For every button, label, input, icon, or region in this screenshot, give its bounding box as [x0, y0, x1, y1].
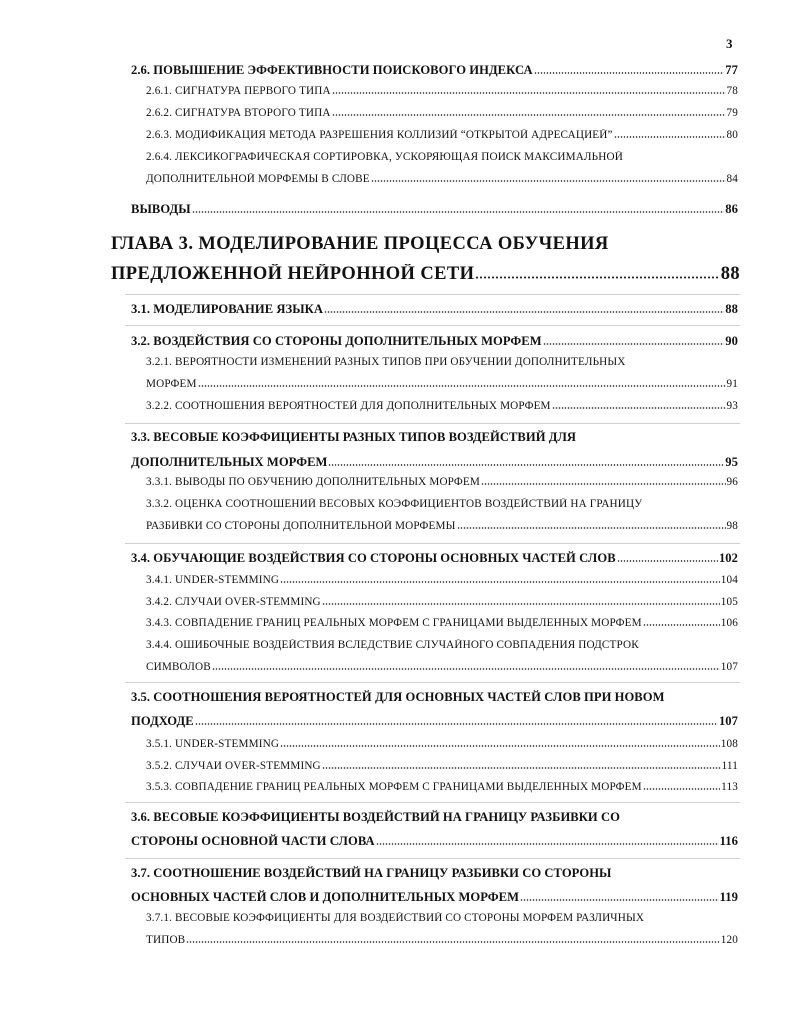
- dot-leader: [280, 745, 720, 747]
- toc-chapter-line[interactable]: [111, 264, 740, 285]
- toc-page-number: 96: [726, 476, 738, 488]
- section-divider: [125, 543, 740, 544]
- toc-section-line[interactable]: [131, 866, 611, 881]
- toc-subsection-line[interactable]: [146, 574, 738, 586]
- toc-page-number: 88: [720, 264, 740, 284]
- toc-section-line[interactable]: [131, 302, 738, 317]
- toc-entry-title: 3.2.1. ВЕРОЯТНОСТИ ИЗМЕНЕНИЙ РАЗНЫХ ТИПОВ ПРИ ОБУЧЕНИИ ДОПОЛНИТЕЛЬНЫХ: [146, 356, 626, 368]
- toc-entry-title: ВЫВОДЫ: [131, 202, 191, 216]
- toc-subsection-line[interactable]: [146, 781, 738, 793]
- toc-section-line[interactable]: [131, 690, 665, 705]
- toc-page-number: 80: [726, 129, 738, 141]
- toc-entry-title: ПРЕДЛОЖЕННОЙ НЕЙРОННОЙ СЕТИ: [111, 264, 475, 284]
- dot-leader: [322, 603, 720, 605]
- dot-leader: [643, 624, 720, 626]
- toc-page-number: 90: [725, 334, 738, 348]
- toc-subsection-line[interactable]: [146, 498, 642, 510]
- dot-leader: [328, 464, 724, 466]
- toc-entry-title: 3.4.3. СОВПАДЕНИЕ ГРАНИЦ РЕАЛЬНЫХ МОРФЕМ С ГРАНИЦАМИ ВЫДЕЛЕННЫХ МОРФЕМ: [146, 617, 642, 629]
- toc-section-line[interactable]: [131, 63, 738, 78]
- dot-leader: [617, 560, 718, 562]
- toc-subsection-line[interactable]: [146, 129, 738, 141]
- toc-entry-title: 3.1. МОДЕЛИРОВАНИЕ ЯЗЫКА: [131, 302, 323, 316]
- toc-subsection-line[interactable]: [146, 912, 644, 924]
- dot-leader: [212, 668, 720, 670]
- dot-leader: [332, 92, 726, 94]
- toc-subsection-line[interactable]: [146, 173, 738, 185]
- toc-entry-title: 3.3.1. ВЫВОДЫ ПО ОБУЧЕНИЮ ДОПОЛНИТЕЛЬНЫХ МОРФЕМ: [146, 476, 480, 488]
- section-divider: [125, 325, 740, 326]
- toc-entry-title: МОРФЕМ: [146, 378, 197, 390]
- toc-section-line[interactable]: [131, 714, 738, 729]
- toc-subsection-line[interactable]: [146, 151, 623, 163]
- dot-leader: [186, 941, 719, 943]
- dot-leader: [643, 788, 720, 790]
- toc-subsection-line[interactable]: [146, 617, 738, 629]
- toc-subsection-line[interactable]: [146, 596, 738, 608]
- toc-page-number: 116: [719, 834, 738, 848]
- toc-subsection-line[interactable]: [146, 520, 738, 532]
- toc-section-line[interactable]: [131, 455, 738, 470]
- toc-subsection-line[interactable]: [146, 760, 738, 772]
- toc-page-number: 91: [726, 378, 738, 390]
- toc-page-number: 106: [720, 617, 738, 629]
- toc-subsection-line[interactable]: [146, 85, 738, 97]
- toc-entry-title: РАЗБИВКИ СО СТОРОНЫ ДОПОЛНИТЕЛЬНОЙ МОРФЕМЫ: [146, 520, 456, 532]
- toc-page-number: 107: [718, 714, 738, 728]
- toc-page-number: 108: [720, 738, 738, 750]
- dot-leader: [614, 136, 726, 138]
- toc-page-number: 107: [720, 661, 738, 673]
- toc-subsection-line[interactable]: [146, 934, 738, 946]
- toc-page-number: 84: [726, 173, 738, 185]
- dot-leader: [322, 767, 721, 769]
- page-number: 3: [726, 36, 733, 51]
- toc-entry-title: ТИПОВ: [146, 934, 186, 946]
- toc-page-number: 77: [725, 63, 738, 77]
- toc-page-number: 79: [726, 107, 738, 119]
- toc-subsection-line[interactable]: [146, 661, 738, 673]
- toc-page-number: 88: [725, 302, 738, 316]
- toc-entry-title: 2.6. ПОВЫШЕНИЕ ЭФФЕКТИВНОСТИ ПОИСКОВОГО ИНДЕКСА: [131, 63, 533, 77]
- section-divider: [125, 858, 740, 859]
- dot-leader: [457, 527, 726, 529]
- toc-chapter-line[interactable]: [111, 234, 609, 255]
- toc-entry-title: 3.3. ВЕСОВЫЕ КОЭФФИЦИЕНТЫ РАЗНЫХ ТИПОВ ВОЗДЕЙСТВИЙ ДЛЯ: [131, 430, 577, 444]
- toc-entry-title: 3.7. СООТНОШЕНИЕ ВОЗДЕЙСТВИЙ НА ГРАНИЦУ РАЗБИВКИ СО СТОРОНЫ: [131, 866, 612, 880]
- toc-entry-title: 2.6.3. МОДИФИКАЦИЯ МЕТОДА РАЗРЕШЕНИЯ КОЛЛИЗИЙ “ОТКРЫТОЙ АДРЕСАЦИЕЙ”: [146, 129, 613, 141]
- dot-leader: [475, 276, 719, 279]
- toc-page-number: 93: [726, 400, 738, 412]
- dot-leader: [280, 581, 720, 583]
- toc-entry-title: 3.4.4. ОШИБОЧНЫЕ ВОЗДЕЙСТВИЯ ВСЛЕДСТВИЕ СЛУЧАЙНОГО СОВПАДЕНИЯ ПОДСТРОК: [146, 639, 639, 651]
- toc-entry-title: ДОПОЛНИТЕЛЬНОЙ МОРФЕМЫ В СЛОВЕ: [146, 173, 370, 185]
- toc-entry-title: СТОРОНЫ ОСНОВНОЙ ЧАСТИ СЛОВА: [131, 834, 375, 848]
- toc-entry-title: 3.5.1. UNDER-STEMMING: [146, 738, 280, 750]
- toc-section-line[interactable]: [131, 834, 738, 849]
- toc-entry-title: 3.4.1. UNDER-STEMMING: [146, 574, 280, 586]
- toc-section-line[interactable]: [131, 334, 738, 349]
- toc-subsection-line[interactable]: [146, 400, 738, 412]
- toc-entry-title: 3.7.1. ВЕСОВЫЕ КОЭФФИЦИЕНТЫ ДЛЯ ВОЗДЕЙСТВИЙ СО СТОРОНЫ МОРФЕМ РАЗЛИЧНЫХ: [146, 912, 645, 924]
- toc-page-number: 105: [720, 596, 738, 608]
- section-divider: [125, 294, 740, 295]
- toc-entry-title: ОСНОВНЫХ ЧАСТЕЙ СЛОВ И ДОПОЛНИТЕЛЬНЫХ МОРФЕМ: [131, 890, 520, 904]
- dot-leader: [520, 899, 719, 901]
- toc-section-line[interactable]: [131, 202, 738, 217]
- dot-leader: [534, 72, 725, 74]
- toc-section-line[interactable]: [131, 810, 620, 825]
- dot-leader: [192, 211, 725, 213]
- toc-subsection-line[interactable]: [146, 107, 738, 119]
- toc-page-number: 119: [719, 890, 738, 904]
- dot-leader: [198, 385, 726, 387]
- toc-entry-title: 3.5. СООТНОШЕНИЯ ВЕРОЯТНОСТЕЙ ДЛЯ ОСНОВНЫХ ЧАСТЕЙ СЛОВ ПРИ НОВОМ: [131, 690, 665, 704]
- toc-page-number: 102: [718, 551, 738, 565]
- toc-entry-title: 3.2.2. СООТНОШЕНИЯ ВЕРОЯТНОСТЕЙ ДЛЯ ДОПОЛНИТЕЛЬНЫХ МОРФЕМ: [146, 400, 551, 412]
- dot-leader: [371, 180, 726, 182]
- toc-subsection-line[interactable]: [146, 738, 738, 750]
- toc-entry-title: 3.3.2. ОЦЕНКА СООТНОШЕНИЙ ВЕСОВЫХ КОЭФФИЦИЕНТОВ ВОЗДЕЙСТВИЙ НА ГРАНИЦУ: [146, 498, 643, 510]
- dot-leader: [552, 407, 726, 409]
- section-divider: [125, 802, 740, 803]
- toc-page-number: 98: [726, 520, 738, 532]
- toc-page-number: 78: [726, 85, 738, 97]
- toc-page-number: 95: [725, 455, 738, 469]
- toc-entry-title: 3.4.2. СЛУЧАИ OVER-STEMMING: [146, 596, 321, 608]
- toc-entry-title: 2.6.4. ЛЕКСИКОГРАФИЧЕСКАЯ СОРТИРОВКА, УСКОРЯЮЩАЯ ПОИСК МАКСИМАЛЬНОЙ: [146, 151, 623, 163]
- dot-leader: [481, 483, 726, 485]
- dot-leader: [332, 114, 726, 116]
- toc-subsection-line[interactable]: [146, 476, 738, 488]
- toc-page-number: 86: [725, 202, 738, 216]
- toc-page-number: 120: [720, 934, 738, 946]
- toc-entry-title: 3.6. ВЕСОВЫЕ КОЭФФИЦИЕНТЫ ВОЗДЕЙСТВИЙ НА ГРАНИЦУ РАЗБИВКИ СО: [131, 810, 620, 824]
- section-divider: [125, 682, 740, 683]
- toc-entry-title: 3.5.3. СОВПАДЕНИЕ ГРАНИЦ РЕАЛЬНЫХ МОРФЕМ С ГРАНИЦАМИ ВЫДЕЛЕННЫХ МОРФЕМ: [146, 781, 642, 793]
- dot-leader: [543, 343, 725, 345]
- toc-entry-title: СИМВОЛОВ: [146, 661, 211, 673]
- toc-section-line[interactable]: [131, 551, 738, 566]
- toc-page-number: 104: [720, 574, 738, 586]
- section-divider: [125, 423, 740, 424]
- dot-leader: [376, 843, 719, 845]
- toc-entry-title: ДОПОЛНИТЕЛЬНЫХ МОРФЕМ: [131, 455, 328, 469]
- dot-leader: [195, 723, 718, 725]
- toc-subsection-line[interactable]: [146, 356, 626, 368]
- dot-leader: [324, 311, 724, 313]
- toc-subsection-line[interactable]: [146, 639, 639, 651]
- toc-entry-title: 2.6.2. СИГНАТУРА ВТОРОГО ТИПА: [146, 107, 331, 119]
- toc-section-line[interactable]: [131, 430, 576, 445]
- toc-page-number: 113: [721, 781, 738, 793]
- toc-page-number: 111: [721, 760, 738, 772]
- toc-entry-title: 3.4. ОБУЧАЮЩИЕ ВОЗДЕЙСТВИЯ СО СТОРОНЫ ОСНОВНЫХ ЧАСТЕЙ СЛОВ: [131, 551, 616, 565]
- toc-entry-title: ПОДХОДЕ: [131, 714, 194, 728]
- toc-section-line[interactable]: [131, 890, 738, 905]
- toc-entry-title: 2.6.1. СИГНАТУРА ПЕРВОГО ТИПА: [146, 85, 331, 97]
- toc-entry-title: 3.2. ВОЗДЕЙСТВИЯ СО СТОРОНЫ ДОПОЛНИТЕЛЬНЫХ МОРФЕМ: [131, 334, 542, 348]
- toc-subsection-line[interactable]: [146, 378, 738, 390]
- toc-entry-title: 3.5.2. СЛУЧАИ OVER-STEMMING: [146, 760, 321, 772]
- toc-entry-title: ГЛАВА 3. МОДЕЛИРОВАНИЕ ПРОЦЕССА ОБУЧЕНИЯ: [111, 234, 609, 254]
